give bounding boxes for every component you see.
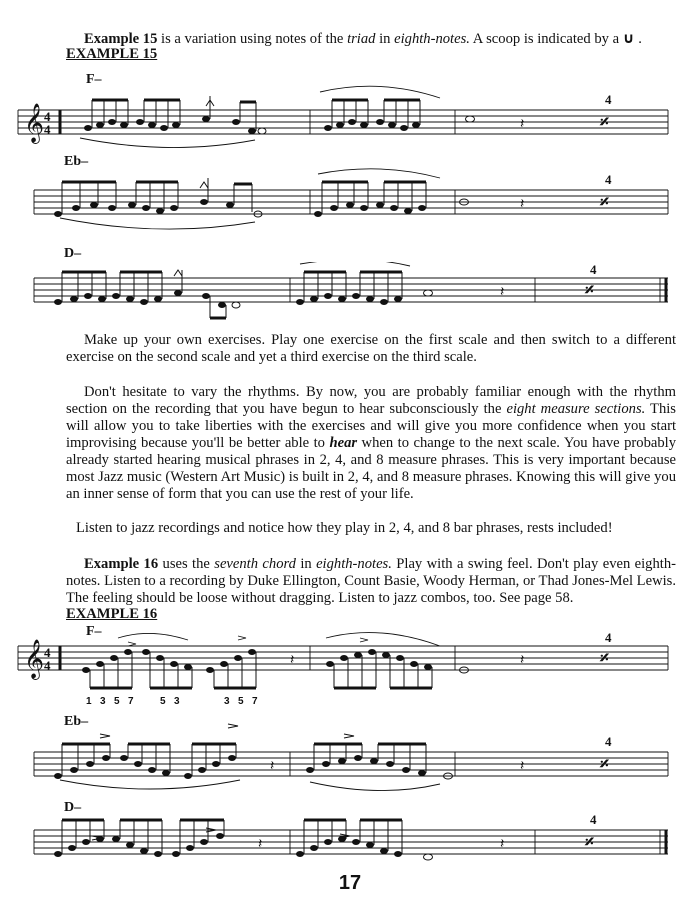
- chord-symbol-f-minor-ex16: F–: [86, 624, 102, 639]
- svg-text:4: 4: [590, 812, 597, 827]
- paragraph-example-16: [66, 556, 676, 607]
- intro-paragraph: [66, 30, 676, 48]
- paragraph-vary-rhythms: [66, 384, 676, 503]
- svg-text:𝄎: 𝄎: [585, 832, 594, 852]
- svg-text:7: 7: [252, 696, 258, 707]
- paragraph-listen-recordings: Listen to jazz recordings and notice how they play in 2, 4, and 8 bar phrases, rests included!: [76, 520, 613, 536]
- svg-text:4: 4: [44, 658, 51, 673]
- svg-text:3: 3: [224, 696, 230, 707]
- svg-text:4: 4: [44, 109, 51, 124]
- svg-text:5: 5: [238, 696, 244, 707]
- para2-text-c: when to change to the next scale. You have probably already started hearing musical phrases in 2, 4, and 8 measure phrases. This is very important because most Jazz music (Western Art Music) is built in 2, 4, and 8 measure phrases. Knowing this will give you an inner sense of form that you can use the rest of your life.: [66, 435, 676, 502]
- para2-em-eight-measure: eight measure sections.: [506, 401, 646, 417]
- svg-text:7: 7: [128, 696, 134, 707]
- scoop-symbol: ∪: [622, 30, 635, 47]
- para4-text-c: Play with a swing feel. Don't play even eighth-notes. Listen to a recording by Duke Ellington, Count Basie, Woody Herman, or Thad Jones-Mel Lewis. The feeling should be loose without dragging. Listen to jazz combos, too. See page 58.: [66, 556, 676, 606]
- chord-symbol-d-minor: D–: [64, 246, 82, 261]
- svg-text:𝄎: 𝄎: [585, 280, 594, 300]
- svg-text:𝄽: 𝄽: [520, 117, 525, 132]
- svg-text:4: 4: [605, 172, 612, 187]
- para4-text-b: in: [295, 556, 317, 572]
- chord-symbol-f-minor: F–: [86, 72, 102, 87]
- svg-text:4: 4: [605, 92, 612, 107]
- chord-symbol-d-minor-ex16: D–: [64, 800, 82, 815]
- svg-text:𝄽: 𝄽: [520, 653, 525, 668]
- svg-text:𝄽: 𝄽: [520, 197, 525, 212]
- staff-ex15-f: [0, 84, 700, 154]
- para4-em-eighth: eighth-notes.: [316, 556, 392, 572]
- svg-text:𝄎: 𝄎: [600, 192, 609, 212]
- staff-ex16-eb: [0, 722, 700, 794]
- svg-text:𝄽: 𝄽: [520, 759, 525, 774]
- svg-text:𝄽: 𝄽: [500, 285, 505, 300]
- treble-clef-icon: 𝄞: [24, 103, 45, 143]
- intro-em-eighth: eighth-notes.: [394, 31, 470, 47]
- svg-text:5: 5: [160, 696, 166, 707]
- para2-text-b: This will allow you to take liberties with the exercises and will give you more confidence when you start improvising because you'll be better able to: [66, 401, 676, 451]
- svg-text:𝄽: 𝄽: [258, 837, 263, 852]
- para2-text-a: Don't hesitate to vary the rhythms. By now, you are probably familiar enough with the rhythm section on the recording that you have begun to hear subconsciously the: [66, 384, 676, 417]
- svg-text:𝄎: 𝄎: [600, 112, 609, 132]
- example-15-label: EXAMPLE 15: [66, 46, 158, 62]
- para4-em-seventh: seventh chord: [214, 556, 296, 572]
- staff-ex15-eb: [0, 168, 700, 236]
- para4-lead: Example 16: [84, 556, 159, 572]
- intro-text-b: in: [375, 31, 395, 47]
- svg-text:𝄽: 𝄽: [500, 837, 505, 852]
- svg-text:1: 1: [86, 696, 92, 707]
- para2-em-hear: hear: [329, 435, 358, 451]
- svg-text:3: 3: [100, 696, 106, 707]
- svg-text:5: 5: [114, 696, 120, 707]
- svg-text:𝄎: 𝄎: [600, 754, 609, 774]
- fingering-row: [86, 696, 258, 707]
- staff-ex15-d: [0, 262, 700, 324]
- svg-text:𝄽: 𝄽: [290, 653, 295, 668]
- svg-text:4: 4: [44, 645, 51, 660]
- svg-text:𝄎: 𝄎: [600, 648, 609, 668]
- page-number: 17: [338, 872, 362, 894]
- svg-text:4: 4: [44, 122, 51, 137]
- svg-text:4: 4: [590, 262, 597, 277]
- svg-text:3: 3: [174, 696, 180, 707]
- staff-ex16-d: [0, 806, 700, 870]
- svg-text:𝄽: 𝄽: [270, 759, 275, 774]
- staff-ex16-f: [0, 632, 700, 708]
- svg-text:4: 4: [605, 734, 612, 749]
- treble-clef-icon-ex16: 𝄞: [24, 639, 45, 679]
- intro-text-d: .: [634, 31, 642, 47]
- svg-text:4: 4: [605, 632, 612, 645]
- chord-symbol-eb-minor-ex16: Eb–: [64, 714, 89, 729]
- intro-lead: Example 15: [84, 31, 158, 47]
- chord-symbol-eb-minor: Eb–: [64, 154, 89, 169]
- para4-text-a: uses the: [158, 556, 215, 572]
- example-16-label: EXAMPLE 16: [66, 606, 158, 622]
- intro-em-triad: triad: [347, 31, 376, 47]
- intro-text-a: is a variation using notes of the: [157, 31, 348, 47]
- intro-text-c: A scoop is indicated by a: [469, 31, 623, 47]
- paragraph-make-your-own: Make up your own exercises. Play one exercise on the first scale and then switch to a different exercise on the second scale and yet a third exercise on the third scale.: [66, 332, 676, 365]
